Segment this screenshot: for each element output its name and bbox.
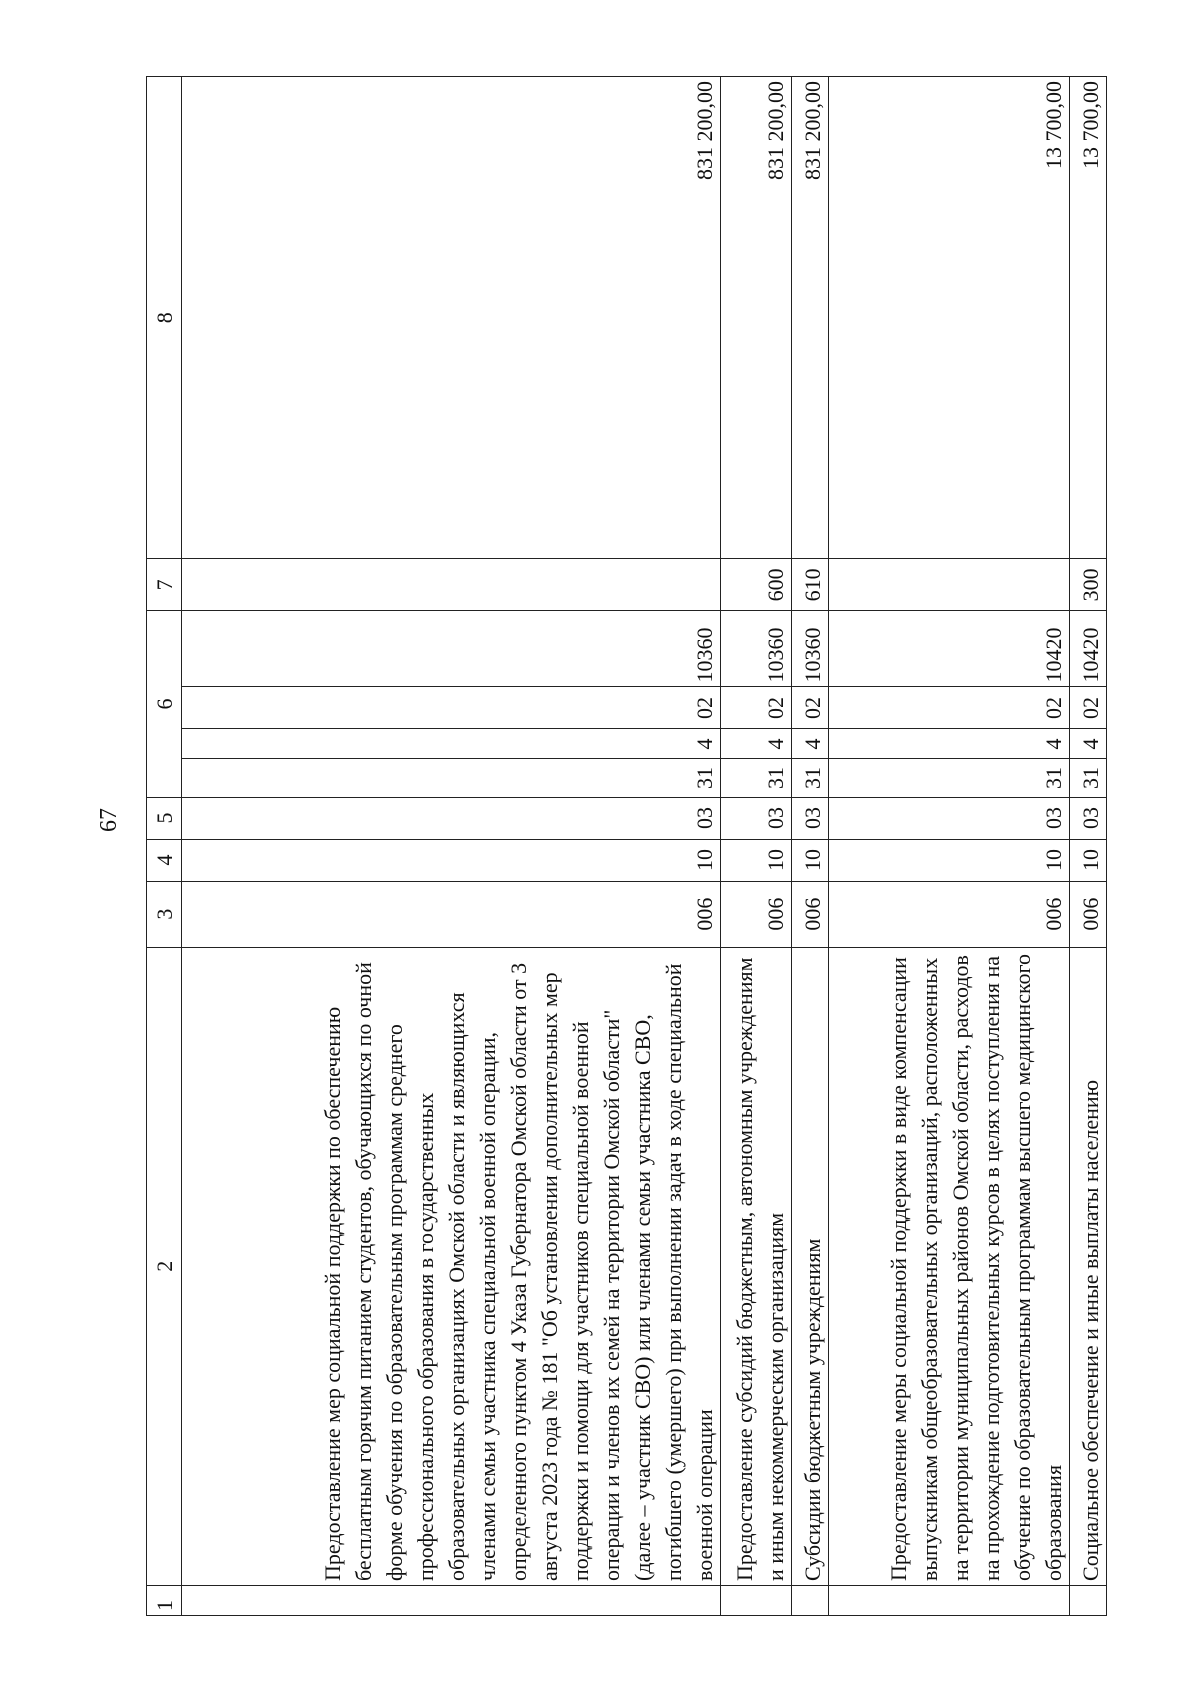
row-kcsr-program: 31 [1070, 759, 1107, 797]
row-section: 10 [829, 839, 1070, 881]
row-vr [829, 559, 1070, 611]
row-admin-code: 006 [792, 881, 829, 947]
row-kcsr-type: 4 [829, 729, 1070, 759]
page-number: 67 [96, 808, 122, 832]
row-kcsr-program: 31 [182, 759, 721, 797]
row-col1 [182, 1585, 721, 1615]
row-vr: 610 [792, 559, 829, 611]
row-amount: 13 700,00 [1070, 77, 1107, 559]
header-cell: 2 [147, 947, 182, 1585]
row-section: 10 [721, 839, 792, 881]
row-name: Предоставление субсидий бюджетным, автономным учреждениям и иным некоммерческим организациям [721, 947, 792, 1585]
row-amount: 831 200,00 [182, 77, 721, 559]
header-row [147, 77, 182, 1616]
row-kcsr-type: 4 [182, 729, 721, 759]
row-subsection: 03 [182, 797, 721, 839]
table-row [182, 77, 721, 1616]
row-kcsr-direction: 10360 [721, 611, 792, 687]
row-admin-code: 006 [1070, 881, 1107, 947]
table-row [1070, 77, 1107, 1616]
row-admin-code: 006 [721, 881, 792, 947]
row-kcsr-subprogram: 02 [792, 687, 829, 729]
table-container [146, 76, 1106, 1616]
row-subsection: 03 [1070, 797, 1107, 839]
row-name: Предоставление меры социальной поддержки в виде компенсации выпускникам общеобразовательных организаций, расположенных на территории муниципальных районов Омской области, расходов на прохождение подготовительных курсов в целях поступления на обучение по образовательным программам высшего медицинского образования [829, 947, 1070, 1585]
row-kcsr-program: 31 [721, 759, 792, 797]
row-vr: 600 [721, 559, 792, 611]
row-kcsr-subprogram: 02 [721, 687, 792, 729]
row-admin-code: 006 [829, 881, 1070, 947]
table-row [721, 77, 792, 1616]
row-kcsr-subprogram: 02 [829, 687, 1070, 729]
header-cell: 7 [147, 559, 182, 611]
row-section: 10 [792, 839, 829, 881]
row-col1 [829, 1585, 1070, 1615]
row-name: Предоставление мер социальной поддержки по обеспечению бесплатным горячим питанием студентов, обучающихся по очной форме обучения по образовательным программам среднего профессионального образования в государственных образовательных организациях Омской области и являющихся членами семьи участника специальной военной операции, определенного пунктом 4 Указа Губернатора Омской области от 3 августа 2023 года № 181 "Об установлении дополнительных мер поддержки и помощи для участников специальной военной операции и членов их семей на территории Омской области" (далее – участник СВО) или членами семьи участника СВО, погибшего (умершего) при выполнении задач в ходе специальной военной операции [182, 947, 721, 1585]
row-col1 [1070, 1585, 1107, 1615]
table-row [792, 77, 829, 1616]
row-kcsr-program: 31 [829, 759, 1070, 797]
row-admin-code: 006 [182, 881, 721, 947]
header-cell: 4 [147, 839, 182, 881]
row-amount: 831 200,00 [721, 77, 792, 559]
row-col1 [792, 1585, 829, 1615]
row-subsection: 03 [721, 797, 792, 839]
header-cell: 6 [147, 611, 182, 797]
row-subsection: 03 [829, 797, 1070, 839]
row-kcsr-program: 31 [792, 759, 829, 797]
header-cell: 5 [147, 797, 182, 839]
budget-table [146, 76, 1107, 1616]
row-amount: 831 200,00 [792, 77, 829, 559]
header-cell: 3 [147, 881, 182, 947]
row-kcsr-direction: 10360 [182, 611, 721, 687]
row-kcsr-direction: 10420 [829, 611, 1070, 687]
row-section: 10 [1070, 839, 1107, 881]
row-kcsr-direction: 10360 [792, 611, 829, 687]
header-cell: 1 [147, 1585, 182, 1615]
row-kcsr-type: 4 [721, 729, 792, 759]
table-row [829, 77, 1070, 1616]
row-amount: 13 700,00 [829, 77, 1070, 559]
row-kcsr-subprogram: 02 [182, 687, 721, 729]
row-vr: 300 [1070, 559, 1107, 611]
row-kcsr-type: 4 [792, 729, 829, 759]
row-name: Социальное обеспечение и иные выплаты населению [1070, 947, 1107, 1585]
header-cell: 8 [147, 77, 182, 559]
row-kcsr-direction: 10420 [1070, 611, 1107, 687]
row-kcsr-type: 4 [1070, 729, 1107, 759]
row-name: Субсидии бюджетным учреждениям [792, 947, 829, 1585]
row-vr [182, 559, 721, 611]
row-section: 10 [182, 839, 721, 881]
row-kcsr-subprogram: 02 [1070, 687, 1107, 729]
row-col1 [721, 1585, 792, 1615]
row-subsection: 03 [792, 797, 829, 839]
